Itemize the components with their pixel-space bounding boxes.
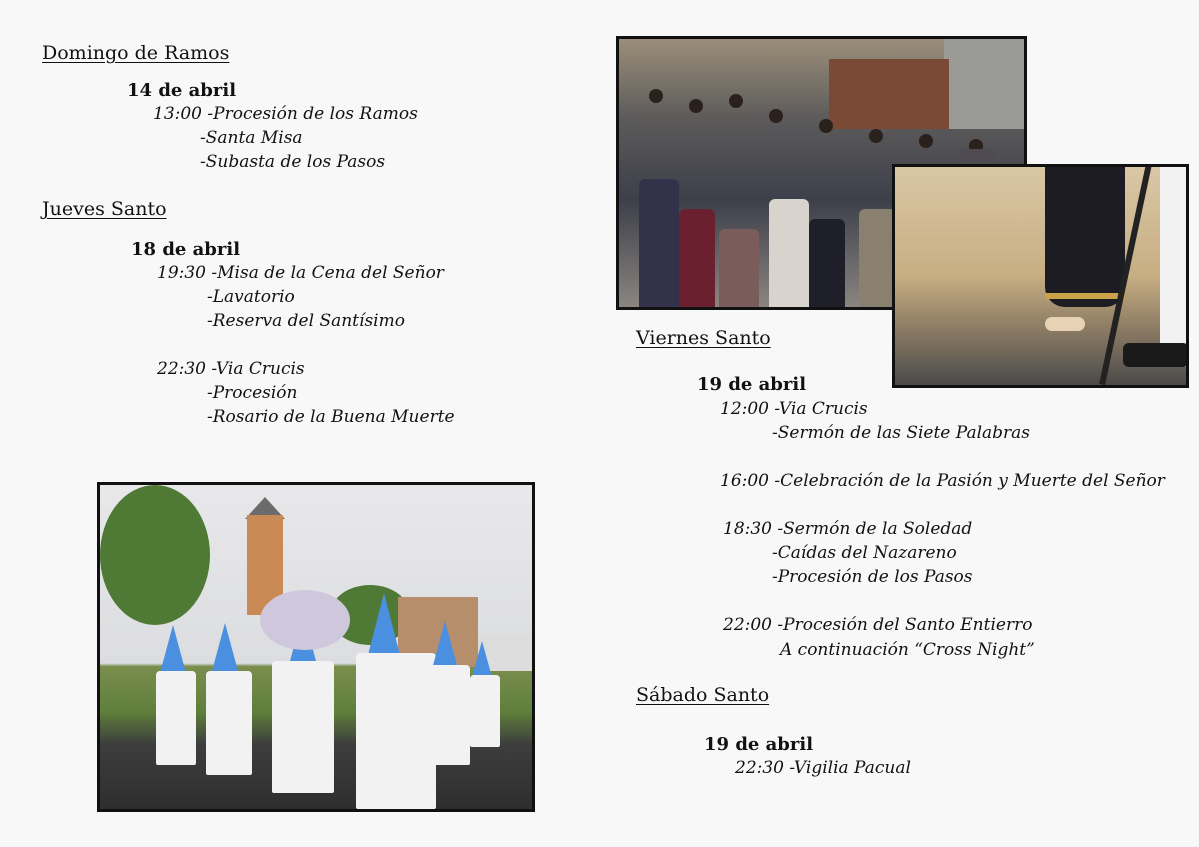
jueves-line: 22:30 -Via Crucis xyxy=(157,359,305,379)
white-robe xyxy=(1160,167,1189,367)
jueves-line: -Reserva del Santísimo xyxy=(207,311,405,331)
coat xyxy=(719,229,759,309)
sabado-title: Sábado Santo xyxy=(636,684,770,706)
white-robe xyxy=(426,665,470,765)
domingo-title: Domingo de Ramos xyxy=(42,42,230,64)
jueves-line: -Lavatorio xyxy=(207,287,295,307)
viernes-line: 12:00 -Via Crucis xyxy=(720,399,868,419)
person-head xyxy=(649,89,663,103)
viernes-line: A continuación “Cross Night” xyxy=(780,640,1035,660)
viernes-date: 19 de abril xyxy=(697,374,807,395)
stone-wall xyxy=(944,39,1024,129)
stacked-wood xyxy=(829,59,949,129)
sabado-line: 22:30 -Vigilia Pacual xyxy=(735,758,911,778)
white-robe xyxy=(356,653,436,809)
domingo-line: -Subasta de los Pasos xyxy=(200,152,386,172)
viernes-line: 16:00 -Celebración de la Pasión y Muerte del Señor xyxy=(720,471,1165,491)
person-head xyxy=(689,99,703,113)
white-robe xyxy=(206,671,252,775)
white-robe xyxy=(156,671,196,765)
coat xyxy=(679,209,715,309)
domingo-line: -Santa Misa xyxy=(200,128,303,148)
person-head xyxy=(729,94,743,108)
black-robe xyxy=(1045,167,1125,307)
viernes-line: 18:30 -Sermón de la Soledad xyxy=(723,519,973,539)
coat xyxy=(809,219,845,309)
viernes-line: 22:00 -Procesión del Santo Entierro xyxy=(723,615,1033,635)
jueves-title: Jueves Santo xyxy=(42,198,167,220)
jueves-line: -Procesión xyxy=(207,383,298,403)
blue-hood xyxy=(368,593,400,655)
float-flowers xyxy=(260,590,350,650)
viernes-line: -Procesión de los Pasos xyxy=(772,567,973,587)
sabado-date: 19 de abril xyxy=(704,734,814,755)
domingo-line: 13:00 -Procesión de los Ramos xyxy=(153,104,418,124)
coat xyxy=(639,179,679,309)
tree xyxy=(100,485,210,625)
person-head xyxy=(919,134,933,148)
blue-hood xyxy=(160,625,186,673)
viernes-line: -Caídas del Nazareno xyxy=(772,543,957,563)
coat xyxy=(769,199,809,309)
viernes-title: Viernes Santo xyxy=(636,327,771,349)
white-robe xyxy=(470,675,500,747)
bare-foot xyxy=(1045,317,1085,331)
person-head xyxy=(819,119,833,133)
blue-hood xyxy=(212,623,238,671)
jueves-line: 19:30 -Misa de la Cena del Señor xyxy=(157,263,444,283)
person-head xyxy=(769,109,783,123)
jueves-date: 18 de abril xyxy=(131,239,241,260)
domingo-date: 14 de abril xyxy=(127,80,237,101)
white-robe xyxy=(272,661,334,793)
blue-hood xyxy=(432,621,458,669)
shoe xyxy=(1123,343,1189,367)
procession-photo xyxy=(97,482,535,812)
viernes-line: -Sermón de las Siete Palabras xyxy=(772,423,1031,443)
robe-trim xyxy=(1045,293,1125,299)
nazareno-photo xyxy=(892,164,1189,388)
person-head xyxy=(869,129,883,143)
jueves-line: -Rosario de la Buena Muerte xyxy=(207,407,455,427)
blue-hood xyxy=(472,641,492,677)
